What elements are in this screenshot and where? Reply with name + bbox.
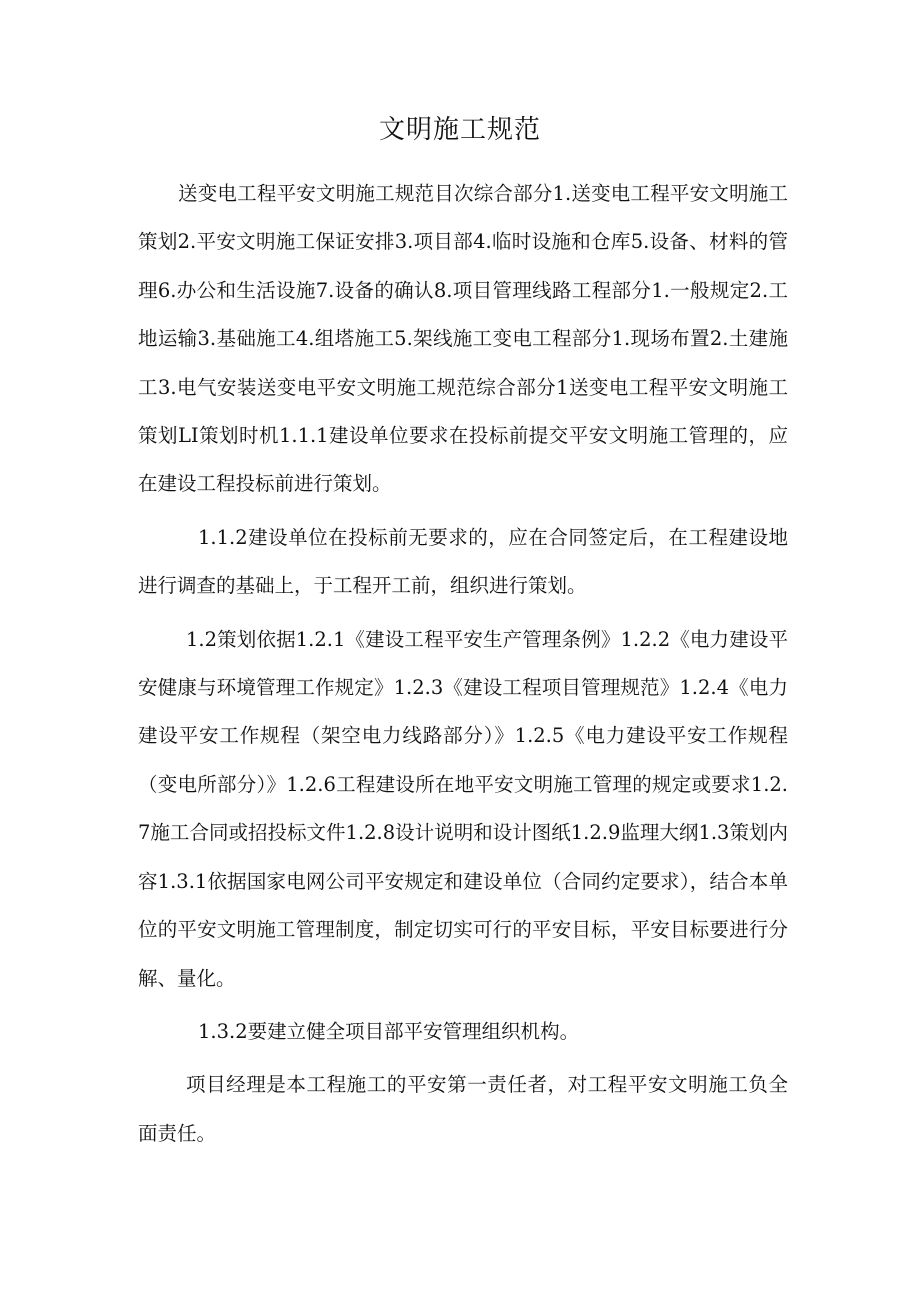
- paragraph-project-manager: 项目经理是本工程施工的平安第一责任者，对工程平安文明施工负全面责任。: [138, 1073, 788, 1145]
- paragraph-table-of-contents: 送变电工程平安文明施工规范目次综合部分1.送变电工程平安文明施工策划2.平安文明施工保证安排3.项目部4.临时设施和仓库5.设备、材料的管理6.办公和生活设施7.设备的确认8.项目管理线路工程部分1.一般规定2.工地运输3.基础施工4.组塔施工5.架线施工变电工程部分1.现场布置2.土建施工3.电气安装送变电平安文明施工规范综合部分1送变电工程平安文明施工策划LI策划时机1.1.1建设单位要求在投标前提交平安文明施工管理的，应在建设工程投标前进行策划。: [138, 182, 788, 496]
- document-body: [138, 170, 788, 1163]
- page-title: 文明施工规范: [378, 115, 541, 145]
- paragraph-1-1-2: 1.1.2建设单位在投标前无要求的，应在合同签定后，在工程建设地进行调查的基础上，于工程开工前，组织进行策划。: [138, 525, 788, 598]
- paragraph-1-3-2: 1.3.2要建立健全项目部平安管理组织机构。: [198, 1019, 580, 1043]
- paragraph-1-2-basis: 1.2策划依据1.2.1《建设工程平安生产管理条例》1.2.2《电力建设平安健康与环境管理工作规定》1.2.3《建设工程项目管理规范》1.2.4《电力建设平安工作规程（架空电力线路部分）》1.2.5《电力建设平安工作规程（变电所部分）》1.2.6工程建设所在地平安文明施工管理的规定或要求1.2.7施工合同或招投标文件1.2.8设计说明和设计图纸1.2.9监理大纲1.3策划内容1.3.1依据国家电网公司平安规定和建设单位（合同约定要求），结合本单位的平安文明施工管理制度，制定切实可行的平安目标，平安目标要进行分解、量化。: [138, 627, 788, 990]
